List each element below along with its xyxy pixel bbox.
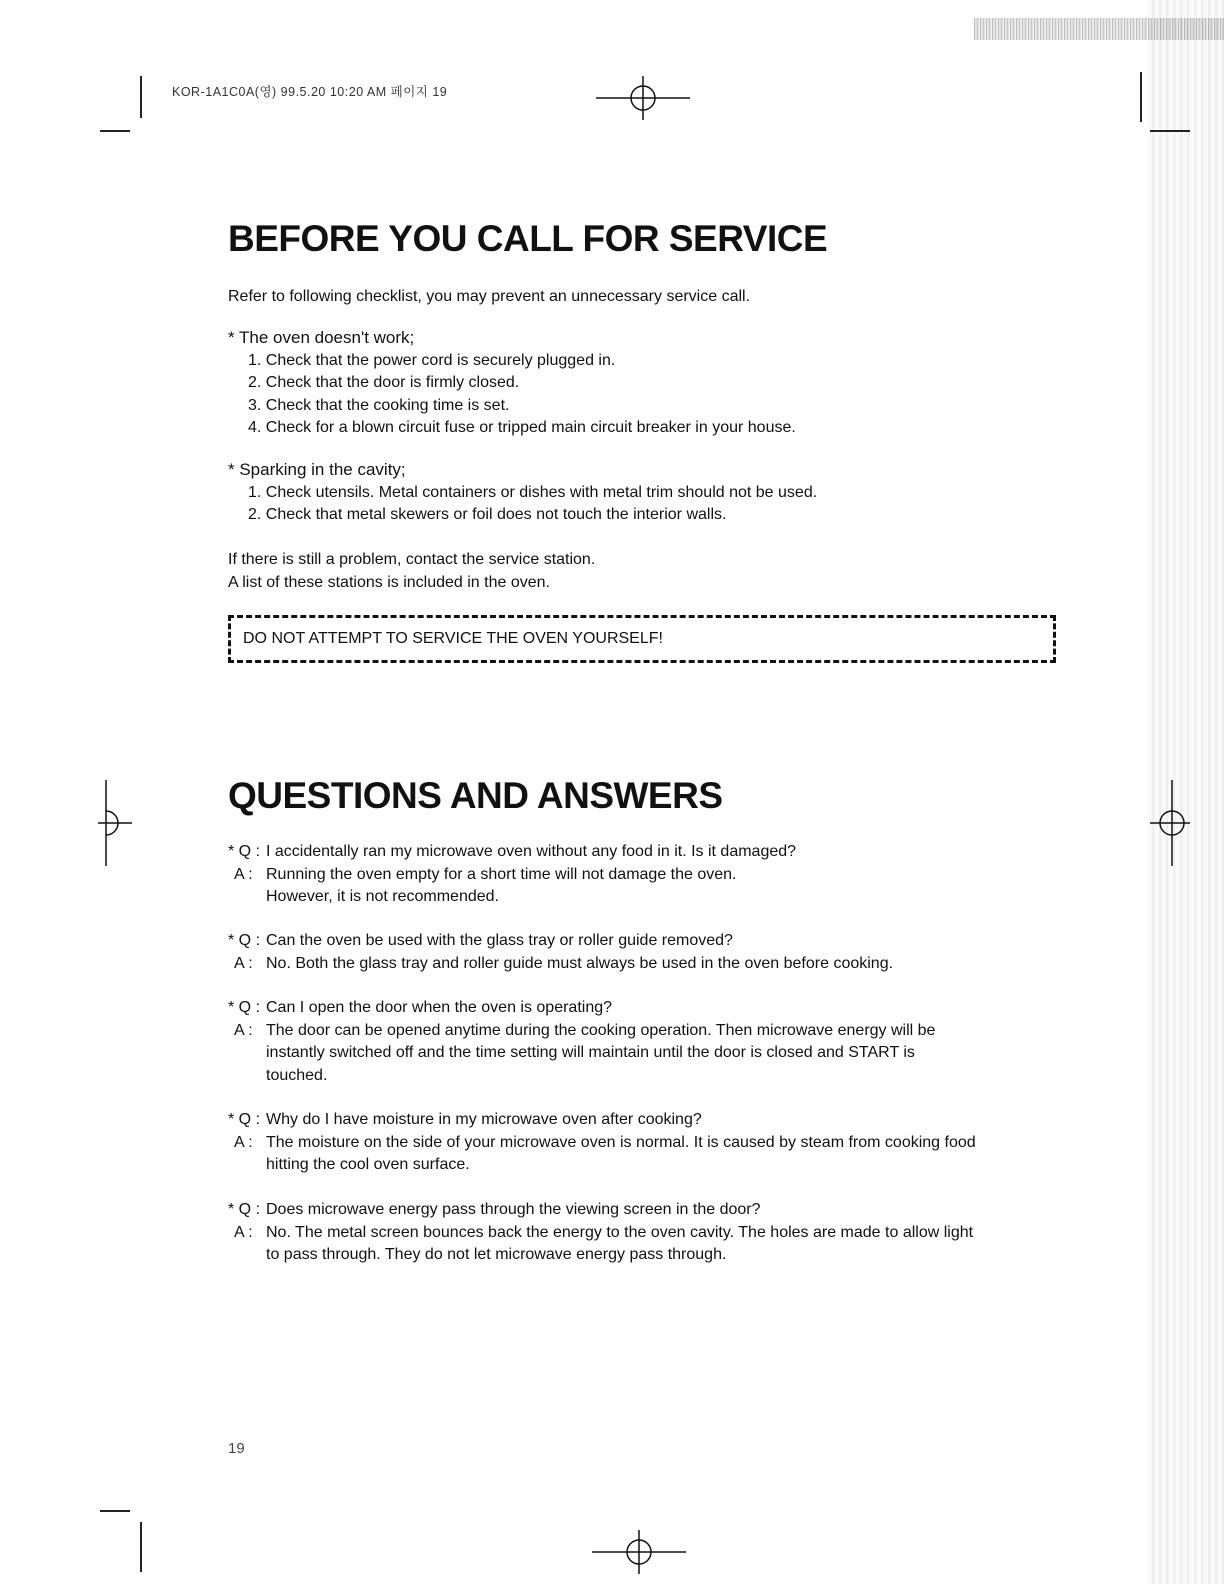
- question-prefix: * Q :: [228, 1111, 261, 1128]
- crop-mark-top-left-horizontal: [100, 130, 130, 132]
- answer-text: instantly switched off and the time setting will maintain until the door is closed and START is: [266, 1044, 915, 1061]
- question-prefix: * Q :: [228, 999, 261, 1016]
- answer-text: touched.: [266, 1066, 328, 1084]
- registration-mark-left-icon: [98, 780, 132, 866]
- answer-text: to pass through. They do not let microwave energy pass through.: [266, 1246, 727, 1263]
- qa-item: [228, 841, 1058, 909]
- checklist-item: 2. Check that metal skewers or foil does not touch the interior walls.: [248, 506, 727, 523]
- answer-prefix: A :: [234, 1021, 253, 1039]
- answer-prefix: A :: [234, 1223, 253, 1241]
- crop-mark-bottom-left-horizontal: [100, 1510, 130, 1512]
- checklist-item: 3. Check that the cooking time is set.: [248, 396, 510, 414]
- qa-item: [228, 1109, 1058, 1177]
- qa-item: [228, 930, 1058, 975]
- contact-line: A list of these stations is included in the oven.: [228, 573, 550, 591]
- checklist-item: 1. Check that the power cord is securely plugged in.: [248, 351, 616, 369]
- print-header-meta: KOR-1A1C0A(영) 99.5.20 10:20 AM 페이지 19: [172, 85, 448, 99]
- answer-text: The door can be opened anytime during the cooking operation. Then microwave energy will be: [266, 1021, 936, 1039]
- warning-notice-text: DO NOT ATTEMPT TO SERVICE THE OVEN YOURSELF!: [243, 630, 663, 647]
- answer-prefix: A :: [234, 865, 253, 883]
- checklist-item: 2. Check that the door is firmly closed.: [248, 374, 520, 391]
- crop-mark-top-right-horizontal: [1150, 130, 1190, 132]
- answer-text: The moisture on the side of your microwave oven is normal. It is caused by steam from cooking food: [266, 1133, 976, 1151]
- answer-text: Running the oven empty for a short time will not damage the oven.: [266, 865, 737, 883]
- crop-mark-top-right-vertical: [1140, 72, 1142, 122]
- checklist-group-sparking: [228, 459, 817, 527]
- question-prefix: * Q :: [228, 1201, 261, 1218]
- checklist-item: 4. Check for a blown circuit fuse or tripped main circuit breaker in your house.: [248, 419, 796, 436]
- answer-text: hitting the cool oven surface.: [266, 1156, 470, 1173]
- answer-prefix: A :: [234, 954, 253, 972]
- crop-mark-bottom-left-vertical: [140, 1522, 142, 1572]
- service-contact: [228, 549, 595, 594]
- registration-mark-bottom-icon: [592, 1530, 686, 1574]
- service-intro: Refer to following checklist, you may prevent an unnecessary service call.: [228, 288, 751, 305]
- question-text: Can the oven be used with the glass tray or roller guide removed?: [266, 932, 733, 949]
- scan-noise-top: [974, 18, 1224, 40]
- warning-notice-box: [228, 615, 1056, 663]
- answer-prefix: A :: [234, 1133, 253, 1151]
- question-text: Why do I have moisture in my microwave oven after cooking?: [266, 1111, 702, 1128]
- crop-mark-top-left-vertical: [140, 76, 142, 118]
- answer-text: No. Both the glass tray and roller guide must always be used in the oven before cooking.: [266, 954, 894, 972]
- registration-mark-right-icon: [1150, 780, 1190, 866]
- qa-item: [228, 1199, 1058, 1267]
- answer-text: No. The metal screen bounces back the energy to the oven cavity. The holes are made to allow light: [266, 1223, 974, 1241]
- question-text: Does microwave energy pass through the viewing screen in the door?: [266, 1201, 761, 1218]
- checklist-heading: * Sparking in the cavity;: [228, 460, 406, 479]
- checklist-heading: * The oven doesn't work;: [228, 328, 415, 347]
- checklist-group-oven-not-working: [228, 327, 796, 440]
- contact-line: If there is still a problem, contact the service station.: [228, 551, 596, 568]
- registration-mark-top-icon: [596, 76, 690, 120]
- qa-item: [228, 997, 1058, 1087]
- question-prefix: * Q :: [228, 932, 261, 949]
- question-text: Can I open the door when the oven is operating?: [266, 999, 613, 1016]
- question-prefix: * Q :: [228, 843, 261, 860]
- service-section-title: BEFORE YOU CALL FOR SERVICE: [228, 218, 828, 259]
- page-number: 19: [228, 1440, 245, 1457]
- checklist-item: 1. Check utensils. Metal containers or dishes with metal trim should not be used.: [248, 483, 818, 501]
- qa-section-title: QUESTIONS AND ANSWERS: [228, 775, 723, 816]
- answer-text: However, it is not recommended.: [266, 888, 499, 905]
- question-text: I accidentally ran my microwave oven without any food in it. Is it damaged?: [266, 843, 797, 860]
